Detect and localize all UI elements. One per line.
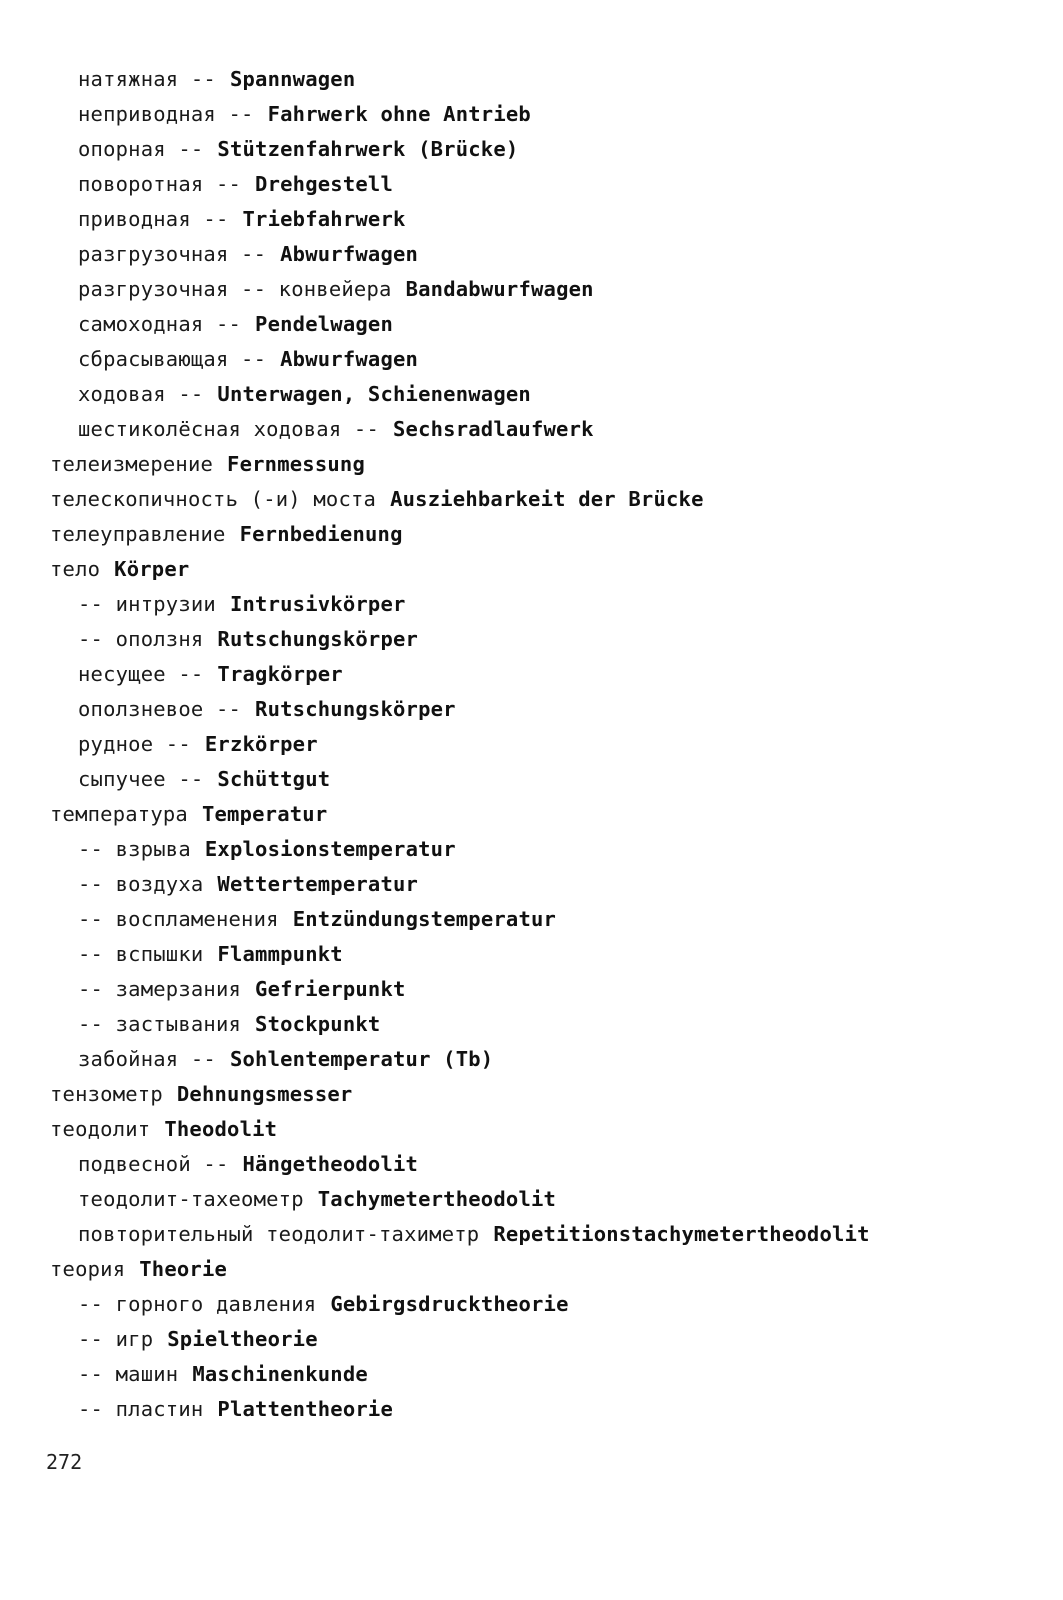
- subentry: [0, 1357, 1063, 1392]
- subentry: [0, 237, 1063, 272]
- russian-term: -- интрузии: [78, 592, 216, 616]
- german-translation: Theorie: [139, 1257, 228, 1281]
- russian-term: -- застывания: [78, 1012, 242, 1036]
- german-translation: Dehnungsmesser: [176, 1082, 353, 1106]
- russian-term: теодолит-тахеометр: [78, 1187, 304, 1211]
- russian-term: несущее --: [78, 662, 204, 686]
- german-translation: Intrusivkörper: [229, 592, 406, 616]
- german-translation: Sechsradlaufwerk: [393, 417, 594, 441]
- russian-term: опорная --: [78, 137, 204, 161]
- headword-entry: [0, 1252, 1063, 1287]
- subentry: [0, 97, 1063, 132]
- german-translation: Fernbedienung: [239, 522, 403, 546]
- russian-term: -- игр: [78, 1327, 154, 1351]
- subentry: [0, 1042, 1063, 1077]
- russian-term: -- машин: [78, 1362, 179, 1386]
- russian-term: теория: [50, 1257, 126, 1281]
- russian-term: -- оползня: [78, 627, 204, 651]
- german-translation: Spieltheorie: [167, 1327, 318, 1351]
- subentry: [0, 972, 1063, 1007]
- subentry: [0, 1147, 1063, 1182]
- subentry: [0, 1392, 1063, 1427]
- russian-term: телескопичность (-и) моста: [50, 487, 377, 511]
- russian-term: сбрасывающая --: [78, 347, 267, 371]
- german-translation: Körper: [114, 557, 190, 581]
- subentry: [0, 132, 1063, 167]
- german-translation: Spannwagen: [229, 67, 356, 91]
- russian-term: разгрузочная --: [78, 242, 267, 266]
- russian-term: разгрузочная -- конвейера: [78, 277, 392, 301]
- german-translation: Sohlentemperatur (Tb): [229, 1047, 494, 1071]
- subentry: [0, 657, 1063, 692]
- subentry: [0, 307, 1063, 342]
- german-translation: Rutschungskörper: [255, 697, 456, 721]
- subentry: [0, 342, 1063, 377]
- subentry: [0, 412, 1063, 447]
- russian-term: -- взрыва: [78, 837, 191, 861]
- german-translation: Abwurfwagen: [280, 347, 419, 371]
- subentry: [0, 1217, 1063, 1252]
- subentry: [0, 937, 1063, 972]
- subentry: [0, 1287, 1063, 1322]
- subentry: [0, 167, 1063, 202]
- german-translation: Plattentheorie: [217, 1397, 394, 1421]
- subentry: [0, 622, 1063, 657]
- german-translation: Tragkörper: [217, 662, 343, 686]
- german-translation: Tachymetertheodolit: [317, 1187, 557, 1211]
- russian-term: -- пластин: [78, 1397, 204, 1421]
- russian-term: -- вспышки: [78, 942, 204, 966]
- headword-entry: [0, 552, 1063, 587]
- dictionary-entries: [0, 62, 1063, 1427]
- russian-term: -- воздуха: [78, 872, 204, 896]
- subentry: [0, 587, 1063, 622]
- russian-term: -- замерзания: [78, 977, 242, 1001]
- german-translation: Unterwagen, Schienenwagen: [217, 382, 531, 406]
- subentry: [0, 1007, 1063, 1042]
- headword-entry: [0, 1077, 1063, 1112]
- german-translation: Fernmessung: [227, 452, 366, 476]
- subentry: [0, 62, 1063, 97]
- russian-term: тело: [50, 557, 101, 581]
- russian-term: -- горного давления: [78, 1292, 317, 1316]
- russian-term: ходовая --: [78, 382, 204, 406]
- german-translation: Gefrierpunkt: [255, 977, 406, 1001]
- subentry: [0, 202, 1063, 237]
- german-translation: Explosionstemperatur: [204, 837, 456, 861]
- russian-term: температура: [50, 802, 188, 826]
- german-translation: Abwurfwagen: [280, 242, 419, 266]
- german-translation: Stockpunkt: [255, 1012, 381, 1036]
- german-translation: Theodolit: [164, 1117, 278, 1141]
- german-translation: Wettertemperatur: [217, 872, 419, 896]
- headword-entry: [0, 797, 1063, 832]
- german-translation: Hängetheodolit: [242, 1152, 419, 1176]
- russian-term: повторительный теодолит-тахиметр: [78, 1222, 480, 1246]
- german-translation: Repetitionstachymetertheodolit: [493, 1222, 870, 1246]
- subentry: [0, 762, 1063, 797]
- german-translation: Fahrwerk ohne Antrieb: [267, 102, 531, 126]
- german-translation: Temperatur: [201, 802, 328, 826]
- german-translation: Maschinenkunde: [192, 1362, 368, 1386]
- russian-term: -- воспламенения: [78, 907, 279, 931]
- subentry: [0, 832, 1063, 867]
- russian-term: забойная --: [78, 1047, 216, 1071]
- german-translation: Bandabwurfwagen: [405, 277, 594, 301]
- german-translation: Ausziehbarkeit der Brücke: [390, 487, 704, 511]
- headword-entry: [0, 517, 1063, 552]
- headword-entry: [0, 1112, 1063, 1147]
- russian-term: приводная --: [78, 207, 229, 231]
- subentry: [0, 867, 1063, 902]
- russian-term: поворотная --: [78, 172, 242, 196]
- subentry: [0, 727, 1063, 762]
- russian-term: рудное --: [78, 732, 191, 756]
- russian-term: телеизмерение: [50, 452, 214, 476]
- german-translation: Rutschungskörper: [217, 627, 419, 651]
- headword-entry: [0, 447, 1063, 482]
- russian-term: натяжная --: [78, 67, 216, 91]
- russian-term: телеуправление: [50, 522, 226, 546]
- subentry: [0, 272, 1063, 307]
- german-translation: Flammpunkt: [217, 942, 343, 966]
- german-translation: Drehgestell: [255, 172, 394, 196]
- russian-term: самоходная --: [78, 312, 242, 336]
- german-translation: Entzündungstemperatur: [292, 907, 557, 931]
- headword-entry: [0, 482, 1063, 517]
- subentry: [0, 1322, 1063, 1357]
- subentry: [0, 902, 1063, 937]
- german-translation: Gebirgsdrucktheorie: [330, 1292, 569, 1316]
- subentry: [0, 692, 1063, 727]
- russian-term: подвесной --: [78, 1152, 229, 1176]
- german-translation: Triebfahrwerk: [242, 207, 406, 231]
- german-translation: Stützenfahrwerk (Brücke): [217, 137, 519, 161]
- german-translation: Erzkörper: [204, 732, 318, 756]
- german-translation: Pendelwagen: [255, 312, 394, 336]
- subentry: [0, 1182, 1063, 1217]
- russian-term: шестиколёсная ходовая --: [78, 417, 380, 441]
- russian-term: оползневое --: [78, 697, 242, 721]
- german-translation: Schüttgut: [217, 767, 331, 791]
- page-number: 272: [46, 1450, 83, 1474]
- russian-term: сыпучее --: [78, 767, 204, 791]
- russian-term: тензометр: [50, 1082, 163, 1106]
- russian-term: неприводная --: [78, 102, 254, 126]
- subentry: [0, 377, 1063, 412]
- russian-term: теодолит: [50, 1117, 151, 1141]
